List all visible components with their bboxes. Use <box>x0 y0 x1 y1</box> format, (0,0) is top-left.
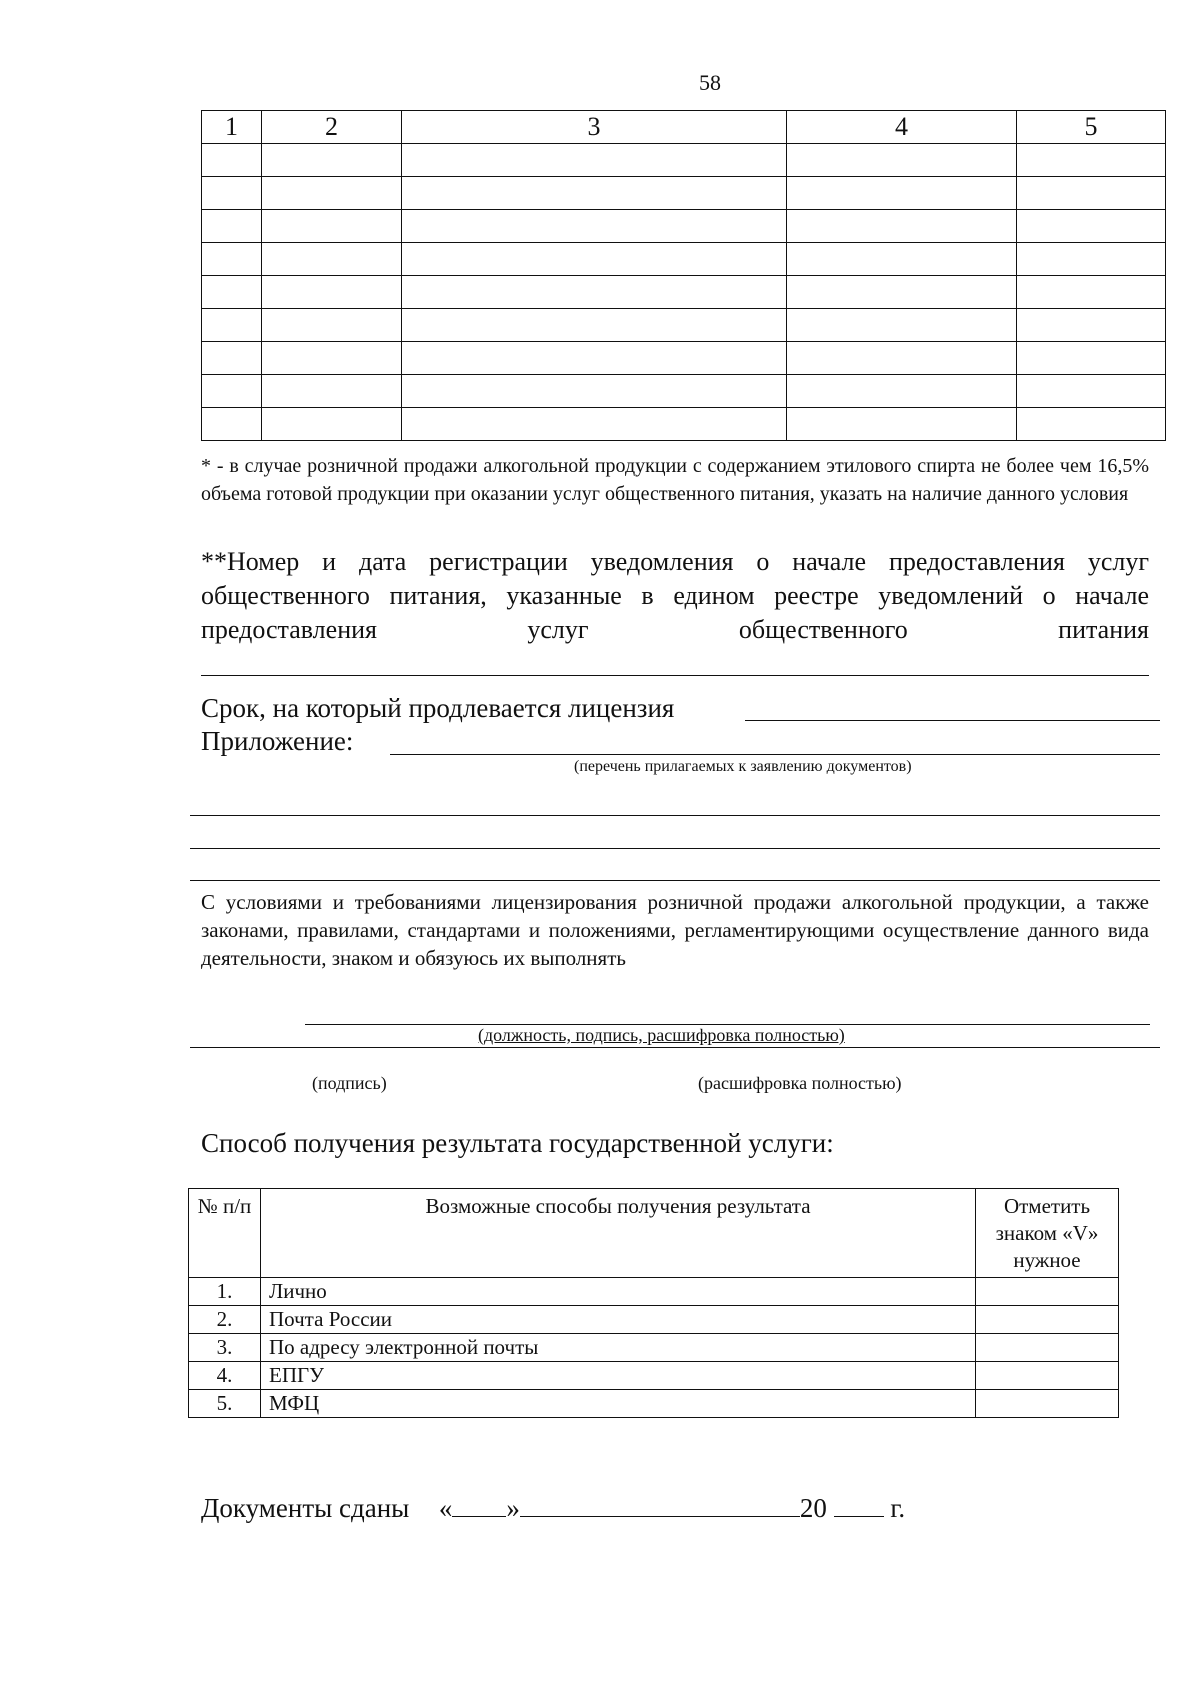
top-table-cell[interactable] <box>787 375 1017 408</box>
method-row-mark-cell[interactable] <box>976 1334 1119 1362</box>
license-term-line[interactable] <box>745 720 1160 721</box>
method-row-name: По адресу электронной почты <box>261 1334 976 1362</box>
top-table-cell[interactable] <box>787 210 1017 243</box>
top-table-cell[interactable] <box>402 144 787 177</box>
century-prefix: 20 <box>799 1493 827 1523</box>
method-table-row <box>189 1334 1119 1362</box>
top-table-row <box>202 375 1166 408</box>
top-table-cell[interactable] <box>402 309 787 342</box>
top-table-cell[interactable] <box>1017 375 1166 408</box>
method-row-number: 3. <box>189 1334 261 1362</box>
top-table-cell[interactable] <box>402 342 787 375</box>
top-table-cell[interactable] <box>202 309 262 342</box>
top-table-row <box>202 243 1166 276</box>
top-table-row <box>202 177 1166 210</box>
method-table-header-row <box>189 1189 1119 1278</box>
top-table-cell[interactable] <box>402 210 787 243</box>
month-field[interactable] <box>520 1492 800 1517</box>
top-table-cell[interactable] <box>787 177 1017 210</box>
method-table-row <box>189 1362 1119 1390</box>
top-table-cell[interactable] <box>202 210 262 243</box>
top-table-cell[interactable] <box>202 144 262 177</box>
top-table-cell[interactable] <box>402 243 787 276</box>
top-table-cell[interactable] <box>202 276 262 309</box>
top-table <box>201 110 1166 441</box>
top-table-row <box>202 210 1166 243</box>
top-table-cell[interactable] <box>1017 210 1166 243</box>
top-table-cell[interactable] <box>1017 309 1166 342</box>
top-table-cell[interactable] <box>262 144 402 177</box>
top-table-cell[interactable] <box>402 177 787 210</box>
attachment-label: Приложение: <box>201 726 354 756</box>
top-table-body <box>202 144 1166 441</box>
top-table-header-4: 4 <box>787 111 1017 144</box>
top-table-cell[interactable] <box>262 375 402 408</box>
day-field[interactable] <box>452 1492 506 1517</box>
top-table-cell[interactable] <box>262 309 402 342</box>
signature-line-lower[interactable] <box>190 1047 1160 1048</box>
signature-caption-right: (расшифровка полностью) <box>698 1073 902 1093</box>
documents-submitted-label: Документы сданы <box>201 1493 410 1523</box>
top-table-cell[interactable] <box>1017 408 1166 441</box>
method-row-name: Лично <box>261 1278 976 1306</box>
top-table-cell[interactable] <box>262 276 402 309</box>
top-table-header-3: 3 <box>402 111 787 144</box>
attachment-line[interactable] <box>390 754 1160 755</box>
top-table-cell[interactable] <box>202 342 262 375</box>
top-table-cell[interactable] <box>402 375 787 408</box>
top-table-cell[interactable] <box>402 408 787 441</box>
top-table-cell[interactable] <box>787 408 1017 441</box>
method-row-number: 2. <box>189 1306 261 1334</box>
top-table-cell[interactable] <box>262 177 402 210</box>
year-field[interactable] <box>834 1492 884 1517</box>
top-table-cell[interactable] <box>1017 276 1166 309</box>
top-table-header-1: 1 <box>202 111 262 144</box>
method-table-header-num: № п/п <box>189 1189 261 1278</box>
top-table-cell[interactable] <box>202 177 262 210</box>
method-row-name: ЕПГУ <box>261 1362 976 1390</box>
method-row-number: 4. <box>189 1362 261 1390</box>
method-row-mark-cell[interactable] <box>976 1362 1119 1390</box>
method-table-header-mark: Отметить знаком «V» нужное <box>976 1189 1119 1278</box>
method-table-row <box>189 1306 1119 1334</box>
top-table-cell[interactable] <box>1017 144 1166 177</box>
license-term-label: Срок, на который продлевается лицензия <box>201 693 675 723</box>
top-table-cell[interactable] <box>262 408 402 441</box>
top-table-cell[interactable] <box>787 243 1017 276</box>
top-table-cell[interactable] <box>262 342 402 375</box>
top-table-header-2: 2 <box>262 111 402 144</box>
top-table-row <box>202 342 1166 375</box>
page-number: 58 <box>699 70 721 95</box>
footnote-double-line-2: общественного питания, указанные в едином реестре уведомлений о начале <box>201 581 1149 610</box>
method-row-name: МФЦ <box>261 1390 976 1418</box>
date-close-quote: » <box>506 1493 520 1523</box>
method-heading: Способ получения результата государственной услуги: <box>201 1128 834 1158</box>
top-table-row <box>202 144 1166 177</box>
method-row-mark-cell[interactable] <box>976 1306 1119 1334</box>
top-table-header-row <box>202 111 1166 144</box>
attachment-caption: (перечень прилагаемых к заявлению документов) <box>574 758 912 775</box>
top-table-cell[interactable] <box>787 309 1017 342</box>
method-row-name: Почта России <box>261 1306 976 1334</box>
documents-submitted-row <box>201 1492 905 1524</box>
top-table-cell[interactable] <box>1017 342 1166 375</box>
top-table-cell[interactable] <box>1017 177 1166 210</box>
footnote-double-star <box>201 545 1149 647</box>
method-row-mark-cell[interactable] <box>976 1390 1119 1418</box>
top-table-cell[interactable] <box>1017 243 1166 276</box>
method-row-number: 1. <box>189 1278 261 1306</box>
footnote-double-line-3: предоставления услуг общественного питания <box>201 615 1149 644</box>
method-table-row <box>189 1390 1119 1418</box>
top-table-cell[interactable] <box>202 243 262 276</box>
year-suffix: г. <box>890 1493 906 1523</box>
conditions-text: С условиями и требованиями лицензирования розничной продажи алкогольной продукции, а также законами, правилами, стандартами и положениями, регламентирующими осуществление данного вида деятельности, знаком и обязуюсь их выполнять <box>201 890 1149 970</box>
attachment-line-2[interactable] <box>190 815 1160 816</box>
method-table-header-method: Возможные способы получения результата <box>261 1189 976 1278</box>
footnote-single-star: * - в случае розничной продажи алкогольной продукции с содержанием этилового спирта не более чем 16,5% объема готовой продукции при оказании услуг общественного питания, указать на наличие данного условия <box>201 455 1149 505</box>
top-table-cell[interactable] <box>262 210 402 243</box>
top-table-row <box>202 408 1166 441</box>
top-table-cell[interactable] <box>787 276 1017 309</box>
top-table-header-5: 5 <box>1017 111 1166 144</box>
top-table-cell[interactable] <box>787 342 1017 375</box>
top-table-row <box>202 276 1166 309</box>
top-table-cell[interactable] <box>202 375 262 408</box>
top-table-cell[interactable] <box>262 243 402 276</box>
top-table-cell[interactable] <box>787 144 1017 177</box>
top-table-cell[interactable] <box>202 408 262 441</box>
method-row-number: 5. <box>189 1390 261 1418</box>
top-table-cell[interactable] <box>402 276 787 309</box>
method-row-mark-cell[interactable] <box>976 1278 1119 1306</box>
date-open-quote: « <box>438 1493 453 1523</box>
method-table <box>188 1188 1119 1418</box>
method-table-row <box>189 1278 1119 1306</box>
signature-caption-left: (подпись) <box>312 1073 387 1093</box>
attachment-line-3[interactable] <box>190 848 1160 849</box>
top-table-row <box>202 309 1166 342</box>
footnote-double-line-1: **Номер и дата регистрации уведомления о начале предоставления услуг <box>201 547 1149 576</box>
attachment-line-4[interactable] <box>190 880 1160 881</box>
registration-number-line[interactable] <box>201 675 1149 676</box>
method-table-body <box>189 1278 1119 1418</box>
signature-caption-full: (должность, подпись, расшифровка полностью) <box>478 1025 845 1045</box>
